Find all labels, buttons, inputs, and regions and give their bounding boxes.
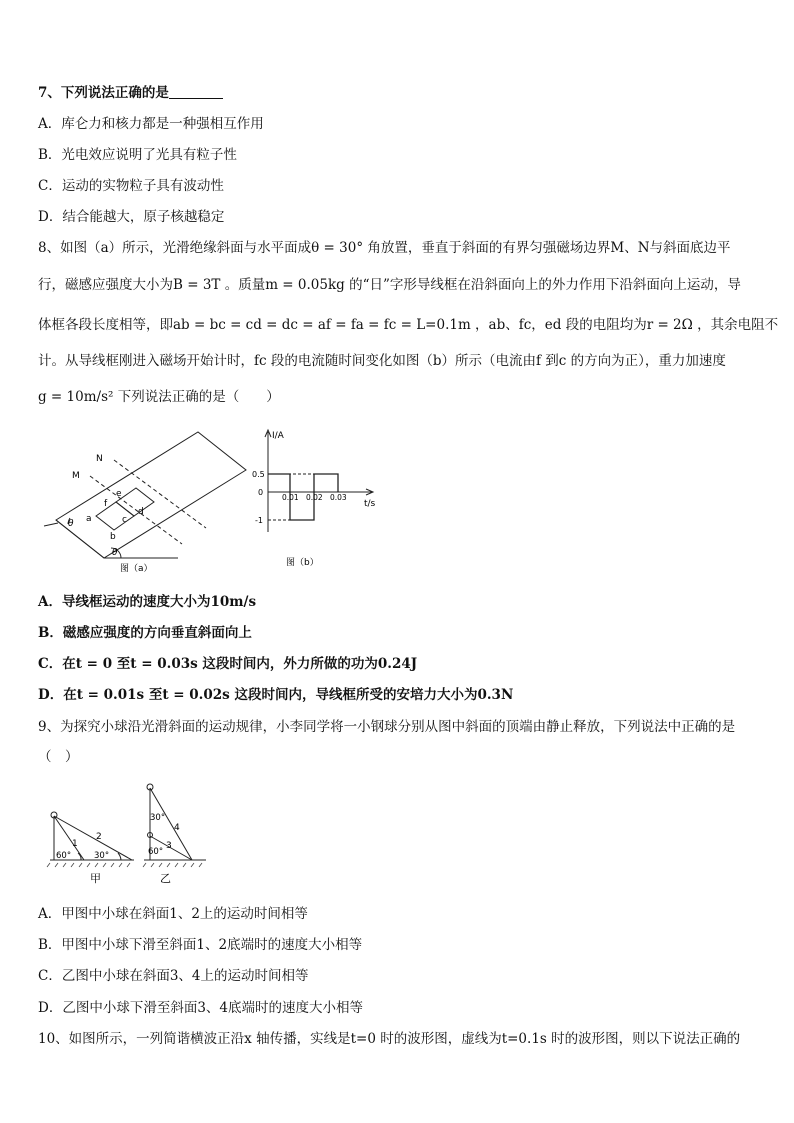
figure-b-caption: 图（b） [286,558,319,568]
q9-option-a: A．甲图中小球在斜面1、2上的运动时间相等 [38,906,308,922]
label-d: d [138,507,144,517]
label-n: N [96,454,103,464]
figure-jia-caption: 甲 [90,872,101,885]
slope-1-number: 1 [72,839,78,849]
q8-option-c: C．在t = 0 至t = 0.03s 这段时间内，外力所做的功为0.24J [38,656,418,672]
figure-yi-caption: 乙 [160,872,171,885]
q9-line-1: 9、为探究小球沿光滑斜面的运动规律，小李同学将一小钢球分别从图中斜面的顶端由静止释放，下列说法中正确的是 [38,719,736,735]
current-curve [268,474,338,520]
q8-option-b: B．磁感应强度的方向垂直斜面向上 [38,625,252,641]
label-f: f [104,499,108,509]
label-c: c [122,515,127,525]
answer-blank [169,84,223,99]
label-theta-1: θ [68,519,74,529]
x-tick-0-03: 0.03 [330,493,347,502]
q8-option-d: D．在t = 0.01s 至t = 0.02s 这段时间内，导线框所受的安培力大小为0.3N [38,687,514,703]
label-e: e [116,489,122,499]
q7-option-c: C．运动的实物粒子具有波动性 [38,178,224,194]
y-tick-neg1: -1 [255,516,263,525]
angle-30: 30° [94,851,110,861]
q8-line-5: g = 10m/s² 下列说法正确的是（ ） [38,389,280,405]
figure-jia [38,806,148,886]
q7-option-a: A．库仑力和核力都是一种强相互作用 [38,116,264,132]
q8-option-a: A．导线框运动的速度大小为10m/s [38,594,257,610]
q10-line-1: 10、如图所示，一列简谐横波正沿x 轴传播，实线是t=0 时的波形图，虚线为t=0.1s 时的波形图，则以下说法正确的 [38,1031,741,1047]
q7-stem: 7、下列说法正确的是 [38,84,223,102]
q8-line-4: 计。从导线框刚进入磁场开始计时，fc 段的电流随时间变化如图（b）所示（电流由f 到c 的方向为正），重力加速度 [38,353,726,369]
wire-frame-left [96,502,134,530]
label-theta-2: θ [112,548,118,558]
wire-frame-right [116,488,154,516]
slope-4-number: 4 [174,823,180,833]
q9-option-d: D．乙图中小球下滑至斜面3、4底端时的速度大小相等 [38,1000,364,1016]
q9-option-c: C．乙图中小球在斜面3、4上的运动时间相等 [38,968,309,984]
y-tick-0-5: 0.5 [252,470,265,479]
q9-line-2: （ ） [38,749,79,765]
figure-a-incline [38,420,248,575]
incline-plane [56,432,246,558]
q8-line-2: 行，磁感应强度大小为B = 3T 。质量m = 0.05kg 的“日”字形导线框在沿斜面向上的外力作用下沿斜面向上运动，导 [38,277,741,293]
q7-option-b: B．光电效应说明了光具有粒子性 [38,147,237,163]
angle-30-yi: 30° [150,813,166,823]
y-axis-label: I/A [272,431,284,441]
q8-line-1: 8、如图（a）所示，光滑绝缘斜面与水平面成θ = 30° 角放置，垂直于斜面的有界匀强磁场边界M、N与斜面底边平 [38,240,731,256]
x-tick-0-01: 0.01 [282,493,299,502]
label-m: M [72,471,80,481]
x-axis-label: t/s [364,499,376,509]
figure-yi [140,778,210,890]
slope-2-number: 2 [96,832,102,842]
angle-60-yi: 60° [148,847,164,857]
label-b: b [110,532,116,542]
label-a: a [86,514,92,524]
figure-a-caption: 图（a） [120,564,153,574]
y-tick-0: 0 [258,488,264,497]
slope-3-number: 3 [166,841,172,851]
q7-option-d: D．结合能越大，原子核越稳定 [38,209,225,225]
angle-60: 60° [56,851,72,861]
q8-line-3: 体框各段长度相等，即ab = bc = cd = dc = af = fa = fc = L=0.1m ，ab、fc，ed 段的电阻均为r = 2Ω ，其余电阻不 [38,317,779,333]
x-tick-0-02: 0.02 [306,493,323,502]
q9-option-b: B．甲图中小球下滑至斜面1、2底端时的速度大小相等 [38,937,363,953]
figure-b-current-graph [248,422,388,572]
